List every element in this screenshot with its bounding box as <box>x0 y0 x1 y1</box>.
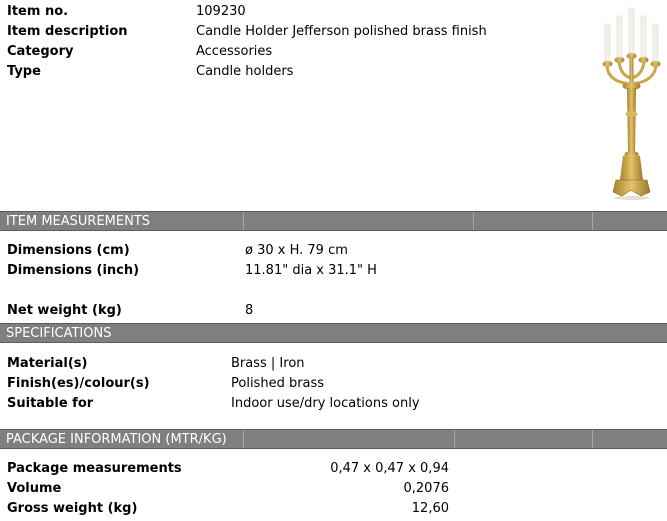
specifications-header <box>0 323 667 343</box>
gross-weight-label: Gross weight (kg) <box>7 501 138 516</box>
category-value: Accessories <box>196 44 273 59</box>
dimensions-inch-value: 11.81" dia x 31.1" H <box>245 263 377 278</box>
package-information-title: PACKAGE INFORMATION (MTR/KG) <box>6 432 227 447</box>
net-weight-label: Net weight (kg) <box>7 303 122 318</box>
category-label: Category <box>7 44 74 59</box>
specifications-title: SPECIFICATIONS <box>6 326 112 341</box>
item-description-label: Item description <box>7 24 128 39</box>
product-image <box>596 4 666 202</box>
gross-weight-row <box>7 499 662 519</box>
candelabra-icon <box>596 4 666 202</box>
net-weight-value: 8 <box>245 303 254 318</box>
package-measurements-value: 0,47 x 0,47 x 0,94 <box>330 461 449 476</box>
item-no-value: 109230 <box>196 4 246 19</box>
band-divider <box>454 430 455 448</box>
volume-label: Volume <box>7 481 62 496</box>
item-description-value: Candle Holder Jefferson polished brass finish <box>196 24 487 39</box>
package-measurements-label: Package measurements <box>7 461 182 476</box>
material-label: Material(s) <box>7 356 88 371</box>
package-measurements-row <box>7 459 662 479</box>
dimensions-cm-label: Dimensions (cm) <box>7 243 130 258</box>
finish-value: Polished brass <box>231 376 325 391</box>
dimensions-cm-value: ø 30 x H. 79 cm <box>245 243 348 258</box>
band-divider <box>592 430 593 448</box>
item-measurements-title: ITEM MEASUREMENTS <box>6 214 151 229</box>
type-value: Candle holders <box>196 64 294 79</box>
material-value: Brass | Iron <box>231 356 305 371</box>
volume-row <box>7 479 662 499</box>
band-divider <box>592 212 593 230</box>
type-label: Type <box>7 64 41 79</box>
item-measurements-header <box>0 211 667 231</box>
band-divider <box>243 212 244 230</box>
suitable-for-label: Suitable for <box>7 396 94 411</box>
finish-label: Finish(es)/colour(s) <box>7 376 150 391</box>
item-no-label: Item no. <box>7 4 69 19</box>
dimensions-inch-label: Dimensions (inch) <box>7 263 140 278</box>
gross-weight-value: 12,60 <box>411 501 449 516</box>
volume-value: 0,2076 <box>403 481 449 496</box>
band-divider <box>473 212 474 230</box>
suitable-for-value: Indoor use/dry locations only <box>231 396 420 411</box>
package-information-header <box>0 429 667 449</box>
band-divider <box>243 430 244 448</box>
